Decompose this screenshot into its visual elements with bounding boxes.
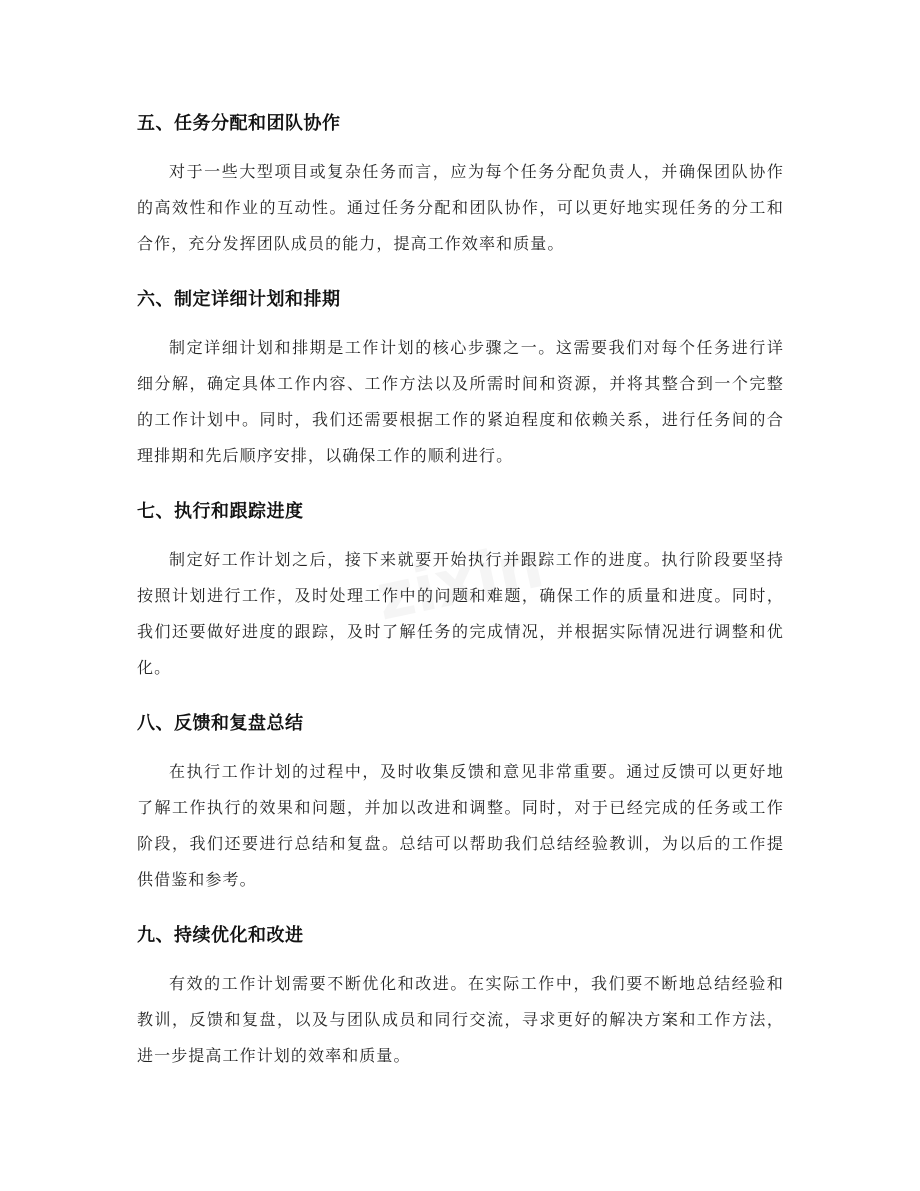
section-execution-tracking: [137, 492, 784, 686]
section-paragraph: 有效的工作计划需要不断优化和改进。在实际工作中，我们要不断地总结经验和教训，反馈和复盘，以及与团队成员和同行交流，寻求更好的解决方案和工作方法，进一步提高工作计划的效率和质量。: [137, 974, 784, 1065]
section-heading: 七、执行和跟踪进度: [137, 501, 304, 522]
section-paragraph: 制定好工作计划之后，接下来就要开始执行并跟踪工作的进度。执行阶段要坚持按照计划进行工作，及时处理工作中的问题和难题，确保工作的质量和进度。同时，我们还要做好进度的跟踪，及时了解任务的完成情况，并根据实际情况进行调整和优化。: [137, 550, 784, 677]
section-heading: 八、反馈和复盘总结: [137, 713, 304, 734]
section-paragraph: 制定详细计划和排期是工作计划的核心步骤之一。这需要我们对每个任务进行详细分解，确定具体工作内容、工作方法以及所需时间和资源，并将其整合到一个完整的工作计划中。同时，我们还需要根据工作的紧迫程度和依赖关系，进行任务间的合理排期和先后顺序安排，以确保工作的顺利进行。: [137, 338, 784, 465]
section-detailed-plan: [137, 280, 784, 474]
section-heading: 五、任务分配和团队协作: [137, 113, 341, 134]
section-paragraph: 对于一些大型项目或复杂任务而言，应为每个任务分配负责人，并确保团队协作的高效性和作业的互动性。通过任务分配和团队协作，可以更好地实现任务的分工和合作，充分发挥团队成员的能力，提高工作效率和质量。: [137, 162, 784, 253]
section-heading: 六、制定详细计划和排期: [137, 289, 341, 310]
section-feedback-review: [137, 704, 784, 898]
section-heading: 九、持续优化和改进: [137, 925, 304, 946]
section-continuous-improvement: [137, 916, 784, 1074]
section-paragraph: 在执行工作计划的过程中，及时收集反馈和意见非常重要。通过反馈可以更好地了解工作执行的效果和问题，并加以改进和调整。同时，对于已经完成的任务或工作阶段，我们还要进行总结和复盘。总结可以帮助我们总结经验教训，为以后的工作提供借鉴和参考。: [137, 762, 784, 889]
section-task-assignment: [137, 104, 784, 262]
document-content: [137, 104, 784, 1092]
